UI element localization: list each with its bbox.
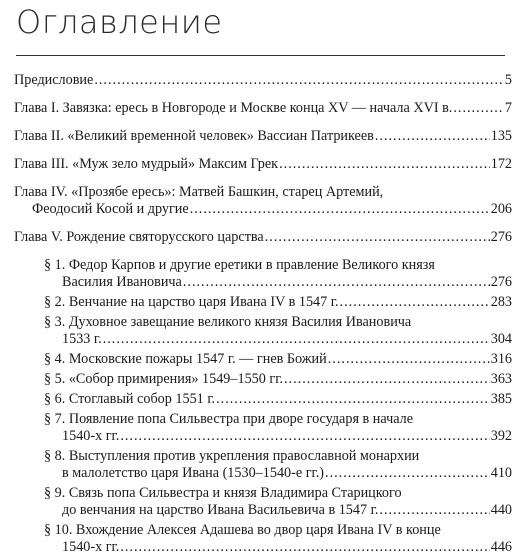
toc-line xyxy=(44,428,512,445)
toc-entry-title: Василия Ивановича xyxy=(62,274,182,290)
toc-entry-title: § 9. Связь попа Сильвестра и князя Владимира Старицкого xyxy=(44,485,402,501)
toc-page-number: 446 xyxy=(490,539,512,555)
toc-page-number: 440 xyxy=(490,502,512,518)
dot-leader xyxy=(340,294,490,311)
toc-section-entry[interactable] xyxy=(14,257,512,291)
toc-line xyxy=(44,294,512,311)
toc-page-number: 5 xyxy=(504,72,512,88)
toc-page-number: 283 xyxy=(490,294,512,310)
dot-leader xyxy=(120,428,489,445)
toc-section-entry[interactable] xyxy=(14,371,512,388)
dot-leader xyxy=(279,156,490,173)
toc-page-number: 392 xyxy=(490,428,512,444)
dot-leader xyxy=(379,502,489,519)
toc-entry-title: 1540-х гг. xyxy=(62,428,120,444)
toc-entry-title: Предисловие xyxy=(14,72,94,88)
toc-entry-title: § 6. Стоглавый собор 1551 г. xyxy=(44,391,216,407)
toc-entry-title: Глава V. Рождение святорусского царства xyxy=(14,229,264,245)
toc-entry-title: § 3. Духовное завещание великого князя Василия Ивановича xyxy=(44,314,412,330)
toc-section-entry[interactable] xyxy=(14,485,512,519)
toc-line xyxy=(44,411,512,428)
toc-page-number: 316 xyxy=(490,351,512,367)
toc-chapter-entry[interactable] xyxy=(14,229,512,246)
dot-leader xyxy=(328,351,490,368)
toc-line xyxy=(14,201,512,218)
toc-page-number: 385 xyxy=(490,391,512,407)
toc-section-entry[interactable] xyxy=(14,522,512,556)
toc-entry-title: § 2. Венчание на царство царя Ивана IV в 1547 г. xyxy=(44,294,339,310)
toc-chapter-entry[interactable] xyxy=(14,72,512,89)
toc-line xyxy=(44,465,512,482)
toc-page-number: 135 xyxy=(490,128,512,144)
toc-line xyxy=(14,100,512,117)
toc-chapter-entry[interactable] xyxy=(14,184,512,218)
toc-section-entry[interactable] xyxy=(14,351,512,368)
toc-page-number: 276 xyxy=(490,229,512,245)
dot-leader xyxy=(216,391,490,408)
toc-line xyxy=(14,128,512,145)
dot-leader xyxy=(453,100,504,117)
toc-entry-title: Глава I. Завязка: ересь в Новгороде и Москве конца XV — начала XVI в. xyxy=(14,100,453,116)
dot-leader xyxy=(325,465,490,482)
toc-section-entry[interactable] xyxy=(14,294,512,311)
toc-chapter-entry[interactable] xyxy=(14,128,512,145)
page-title: Оглавление xyxy=(16,3,223,41)
dot-leader xyxy=(183,274,490,291)
toc-entry-title: Феодосий Косой и другие xyxy=(32,201,189,217)
toc-page-number: 206 xyxy=(490,201,512,217)
toc-entry-title: до венчания на царство Ивана Васильевича в 1547 г. xyxy=(62,502,379,518)
toc-page-number: 304 xyxy=(490,331,512,347)
toc-line xyxy=(44,539,512,556)
toc-line xyxy=(44,371,512,388)
toc-entry-title: § 5. «Собор примирения» 1549–1550 гг. xyxy=(44,371,283,387)
title-divider xyxy=(16,55,505,56)
toc-entry-title: § 7. Появление попа Сильвестра при дворе государя в начале xyxy=(44,411,414,427)
table-of-contents xyxy=(14,72,512,559)
dot-leader xyxy=(94,72,504,89)
toc-line xyxy=(14,72,512,89)
toc-chapter-entry[interactable] xyxy=(14,156,512,173)
toc-line xyxy=(14,156,512,173)
toc-section-entry[interactable] xyxy=(14,391,512,408)
toc-entry-title: Глава III. «Муж зело мудрый» Максим Грек xyxy=(14,156,279,172)
toc-page-number: 172 xyxy=(490,156,512,172)
toc-entry-title: 1533 г. xyxy=(62,331,102,347)
dot-leader xyxy=(103,331,490,348)
toc-entry-title: § 8. Выступления против укрепления православной монархии xyxy=(44,448,420,464)
dot-leader xyxy=(284,371,490,388)
toc-line xyxy=(44,522,512,539)
toc-entry-title: 1540-х гг. xyxy=(62,539,120,555)
toc-entry-title: § 10. Вхождение Алексея Адашева во двор царя Ивана IV в конце xyxy=(44,522,441,538)
toc-section-entry[interactable] xyxy=(14,314,512,348)
toc-entry-title: § 1. Федор Карпов и другие еретики в правление Великого князя xyxy=(44,257,435,273)
toc-entry-title: § 4. Московские пожары 1547 г. — гнев Божий xyxy=(44,351,327,367)
toc-line xyxy=(44,391,512,408)
toc-entry-title: Глава II. «Великий временной человек» Вассиан Патрикеев xyxy=(14,128,374,144)
toc-line xyxy=(44,274,512,291)
toc-entry-title: в малолетство царя Ивана (1530–1540-е гг.) xyxy=(62,465,325,481)
toc-line xyxy=(44,448,512,465)
toc-entry-title: Глава IV. «Прозябе ересь»: Матвей Башкин, старец Артемий, xyxy=(14,184,384,200)
dot-leader xyxy=(265,229,490,246)
toc-page-number: 410 xyxy=(490,465,512,481)
toc-line xyxy=(44,257,512,274)
toc-line xyxy=(44,331,512,348)
toc-line xyxy=(44,351,512,368)
toc-line xyxy=(44,502,512,519)
toc-page-number: 363 xyxy=(490,371,512,387)
dot-leader xyxy=(190,201,490,218)
toc-chapter-entry[interactable] xyxy=(14,100,512,117)
toc-section-entry[interactable] xyxy=(14,448,512,482)
toc-line xyxy=(44,485,512,502)
toc-line xyxy=(14,184,512,201)
dot-leader xyxy=(120,539,489,556)
toc-line xyxy=(14,229,512,246)
toc-page-number: 276 xyxy=(490,274,512,290)
toc-section-entry[interactable] xyxy=(14,411,512,445)
toc-page-number: 7 xyxy=(504,100,512,116)
dot-leader xyxy=(375,128,490,145)
toc-line xyxy=(44,314,512,331)
